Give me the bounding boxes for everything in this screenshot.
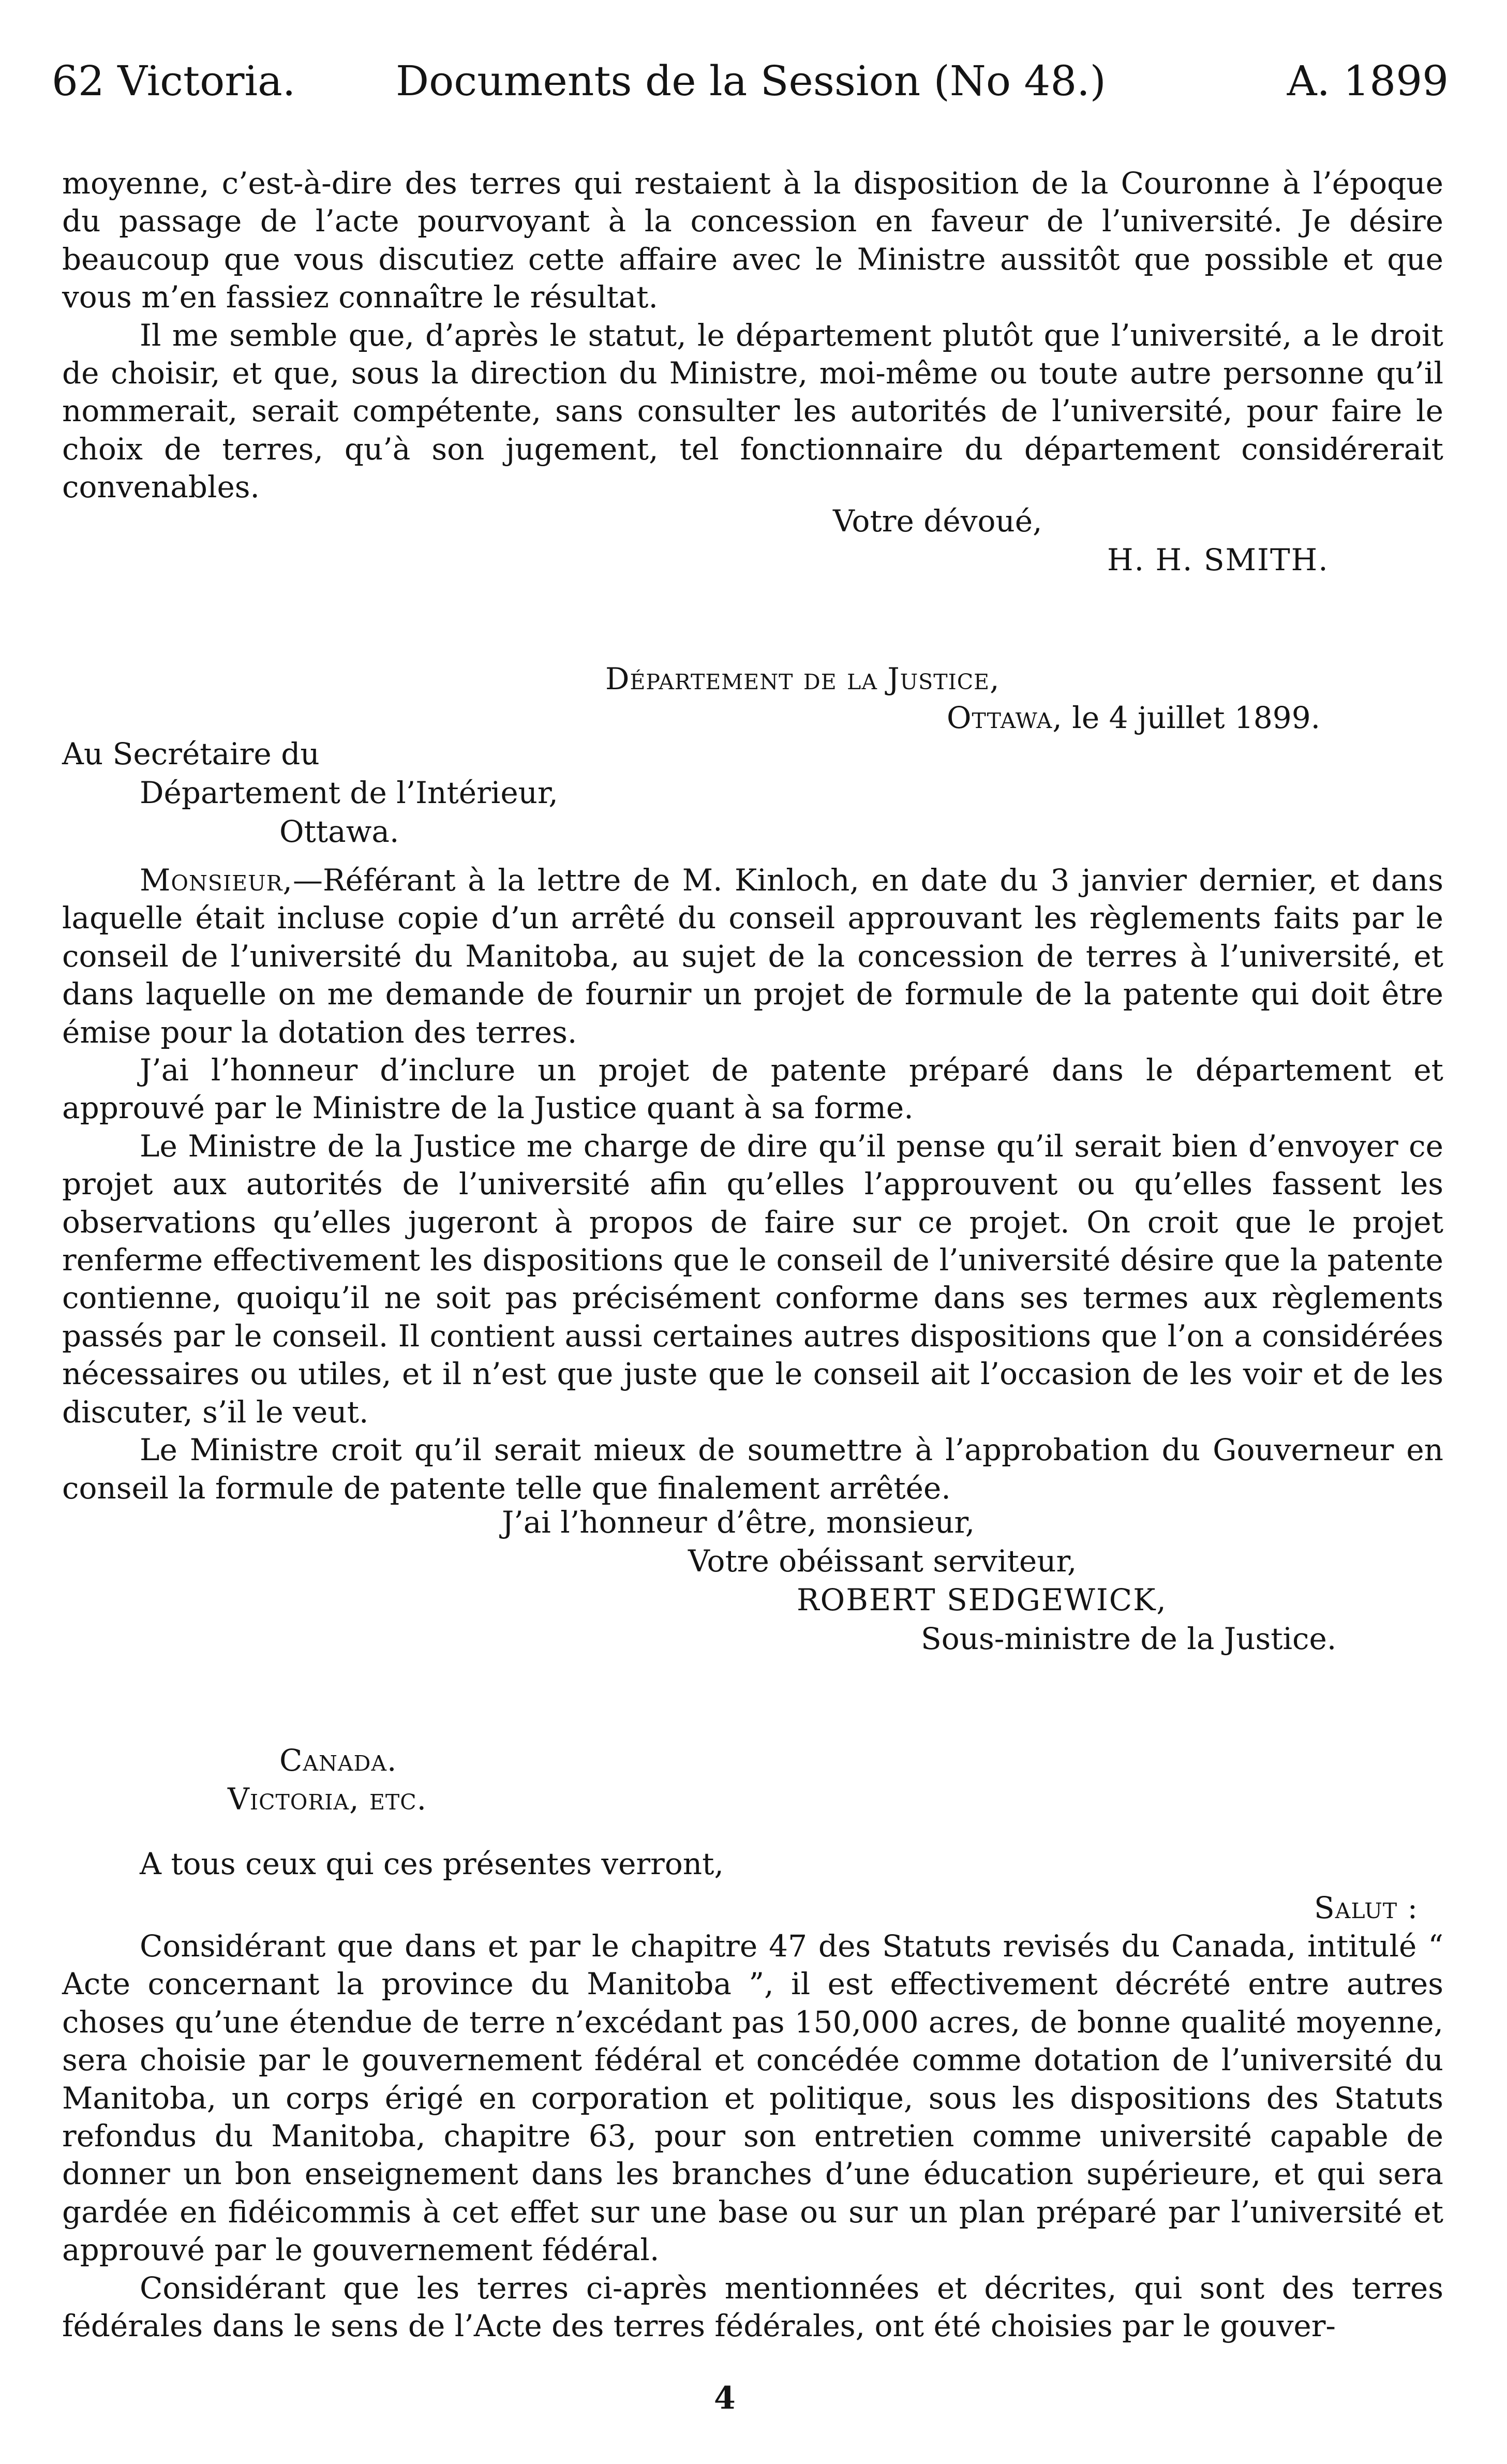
letter2-paragraph: Le Ministre croit qu’il serait mieux de soumettre à l’approbation du Gouverneur en conseil la formule de patente telle que finalement arrêtée. [62, 1432, 1443, 1506]
patent-greeting: Salut : [1314, 1890, 1419, 1925]
letter2-address-line: Ottawa. [279, 814, 399, 849]
letter2-address-line: Département de l’Intérieur, [140, 775, 558, 810]
letter2-signature: ROBERT SEDGEWICK, [797, 1582, 1167, 1617]
header-session: 62 Victoria. [52, 57, 296, 105]
letter1-body [62, 165, 1443, 507]
letter2-closing: J’ai l’honneur d’être, monsieur, [502, 1505, 975, 1540]
letter2-department: Département de la Justice, [605, 661, 1000, 696]
letter2-salutation: Monsieur, [140, 863, 293, 898]
letter1-paragraph: Il me semble que, d’après le statut, le département plutôt que l’université, a le droit de choisir, et que, sous la direction du Ministre, moi-même ou toute autre personne qu’il nommerait, serait compétente, sans consulter les autorités de l’université, pour faire le choix de terres, qu’à son jugement, tel fonctionnaire du département considérerait convenables. [62, 317, 1443, 505]
letter2-paragraph [62, 862, 1443, 1051]
letter2-closing: Votre obéissant serviteur, [688, 1543, 1077, 1579]
patent-place: Canada. [279, 1743, 397, 1778]
letter2-paragraph: J’ai l’honneur d’inclure un projet de patente préparé dans le département et approuvé par le Ministre de la Justice quant à sa forme. [62, 1052, 1443, 1126]
letter2-date: le 4 juillet 1899. [1072, 700, 1321, 735]
letter1-signature: H. H. SMITH. [1107, 542, 1329, 577]
letter2-place: Ottawa, [947, 700, 1063, 735]
letter2-dateline [947, 699, 1320, 737]
patent-body [62, 1927, 1443, 2345]
letter2-paragraph: Le Ministre de la Justice me charge de dire qu’il pense qu’il serait bien d’envoyer ce projet aux autorités de l’université afin qu’elles l’approuvent ou qu’elles fassent les observations qu’elles jugeront à propos de faire sur ce projet. On croit que le projet renferme effectivement les dispositions que le conseil de l’université désire que la patente contienne, quoiqu’il ne soit pas précisément conforme dans ses termes aux règlements passés par le conseil. Il contient aussi certaines autres dispositions que l’on a considérées nécessaires ou utiles, et il n’est que juste que le conseil ait l’occasion de les voir et de les discuter, s’il le veut. [62, 1128, 1443, 1430]
header-year: A. 1899 [1287, 57, 1449, 105]
header-title: Documents de la Session (No 48.) [396, 57, 1106, 105]
letter1-paragraph: moyenne, c’est-à-dire des terres qui restaient à la disposition de la Couronne à l’époque du passage de l’acte pourvoyant à la concession en faveur de l’université. Je désire beaucoup que vous discutiez cette affaire avec le Ministre aussitôt que possible et que vous m’en fassiez connaître le résultat. [62, 166, 1443, 315]
page-number: 4 [714, 2380, 736, 2416]
letter2-signatory-title: Sous-ministre de la Justice. [921, 1621, 1337, 1656]
page-header [52, 57, 1449, 114]
letter2-paragraph-text: —Référant à la lettre de M. Kinloch, en date du 3 janvier dernier, et dans laquelle était incluse copie d’un arrêté du conseil approuvant les règlements faits par le conseil de l’université du Manitoba, au sujet de la concession de terres à l’université, et dans laquelle on me demande de fournir un projet de formule de la patente qui doit être émise pour la dotation des terres. [62, 863, 1443, 1050]
patent-paragraph: Considérant que les terres ci-après mentionnées et décrites, qui sont des terres fédérales dans le sens de l’Acte des terres fédérales, ont été choisies par le gouver- [62, 2270, 1443, 2344]
letter2-address-line: Au Secrétaire du [62, 736, 320, 771]
patent-paragraph: Considérant que dans et par le chapitre 47 des Statuts revisés du Canada, intitulé “ Acte concernant la province du Manitoba ”, il est effectivement décrété entre autres choses qu’une étendue de terre n’excédant pas 150,000 acres, de bonne qualité moyenne, sera choisie par le gouvernement fédéral et concédée comme dotation de l’université du Manitoba, un corps érigé en corporation et politique, sous les dispositions des Statuts refondus du Manitoba, chapitre 63, pour son entretien comme université capable de donner un bon enseignement dans les branches d’une éducation supérieure, et qui sera gardée en fidéicommis à cet effet sur une base ou sur un plan préparé par l’université et approuvé par le gouvernement fédéral. [62, 1928, 1443, 2268]
patent-address: A tous ceux qui ces présentes verront, [140, 1846, 724, 1881]
letter1-closing: Votre dévoué, [833, 503, 1042, 539]
letter2-body [62, 862, 1443, 1507]
patent-place: Victoria, etc. [228, 1782, 427, 1817]
